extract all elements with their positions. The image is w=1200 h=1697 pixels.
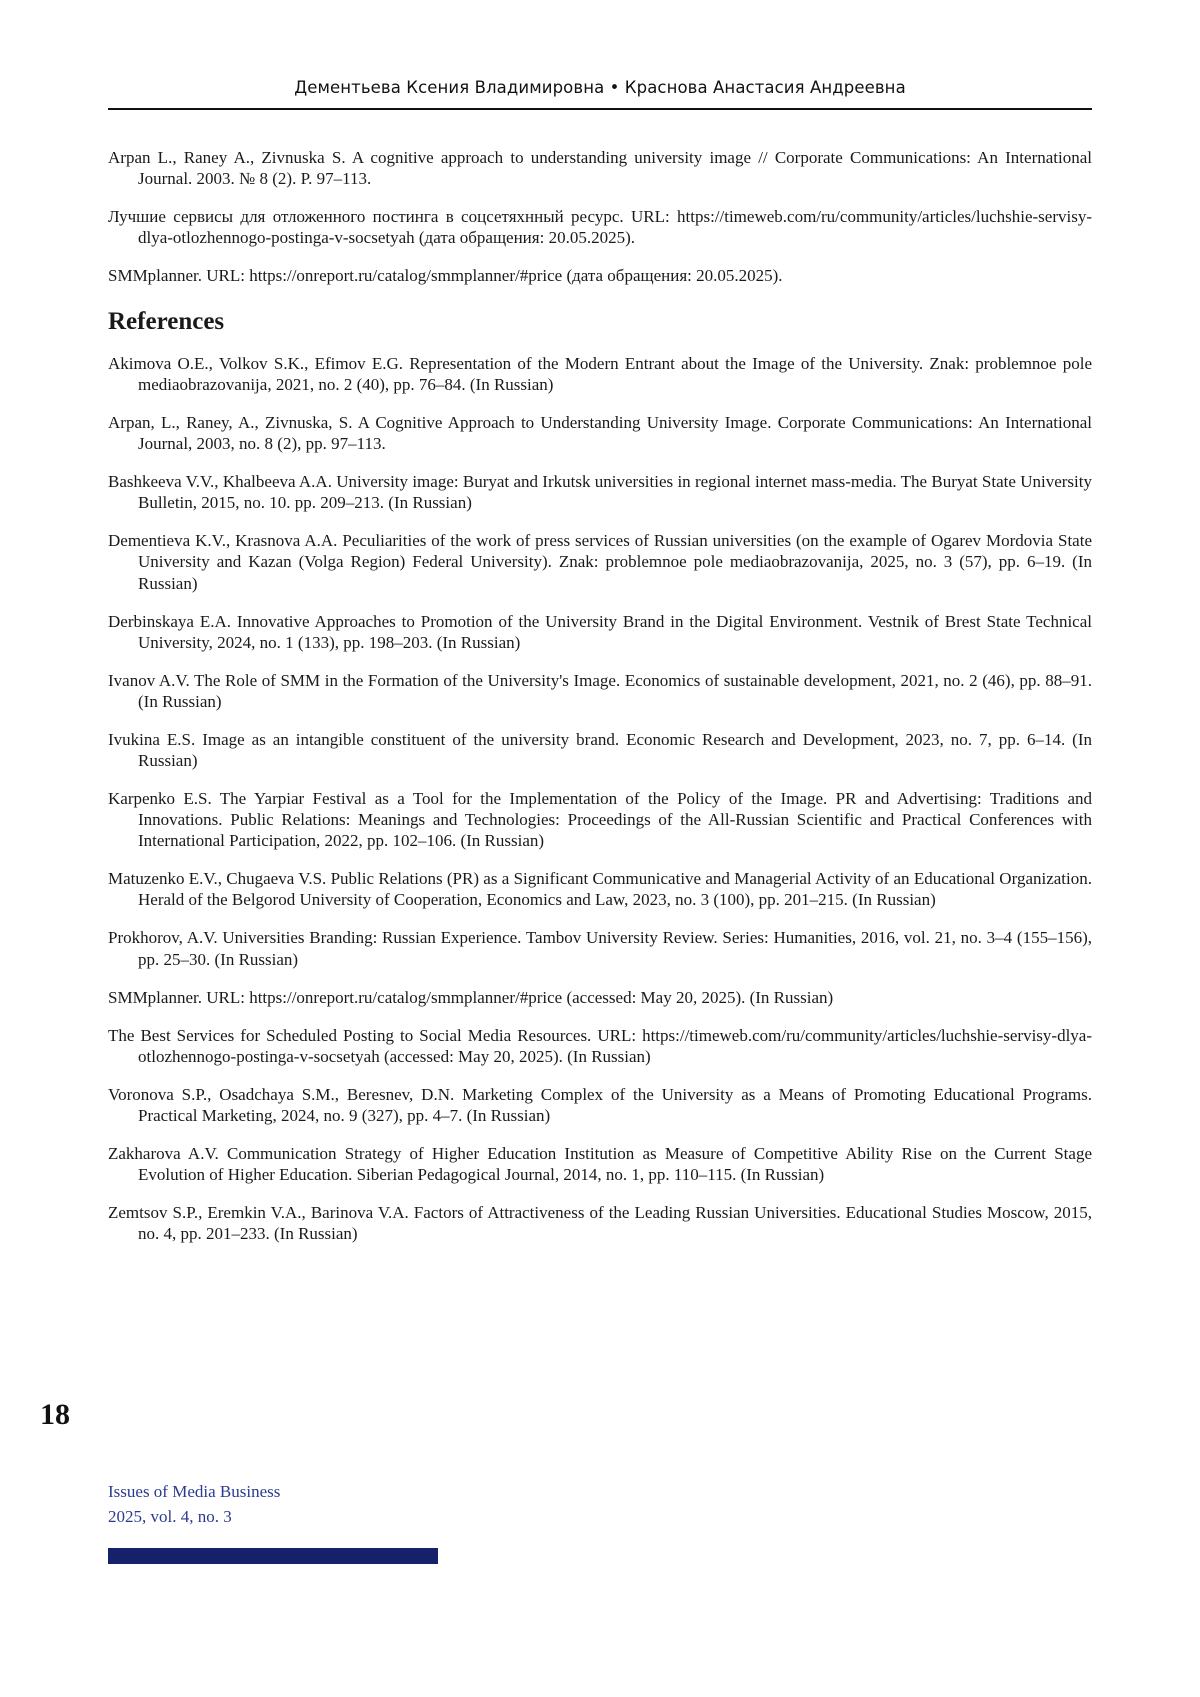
reference-item: Лучшие сервисы для отложенного постинга в соцсетяхнный ресурс. URL: https://timeweb.com/ru/community/articles/luchshie-servisy-dlya-otlozhennogo-postinga-v-socsetyah (дата обращения: 20.05.2025). [108,207,1092,248]
reference-item: Zakharova A.V. Communication Strategy of Higher Education Institution as Measure of Competitive Ability Rise on the Current Stage Evolution of Higher Education. Siberian Pedagogical Journal, 2014, no. 1, pp. 110–115. (In Russian) [108,1144,1092,1185]
section-heading-references: References [108,308,225,336]
journal-title: Issues of Media Business [108,1482,281,1501]
reference-item: Arpan, L., Raney, A., Zivnuska, S. A Cognitive Approach to Understanding University Image. Corporate Communications: An International Journal, 2003, no. 8 (2), pp. 97–113. [108,413,1092,454]
reference-item: Ivanov A.V. The Role of SMM in the Formation of the University's Image. Economics of sustainable development, 2021, no. 2 (46), pp. 88–91. (In Russian) [108,670,1092,711]
reference-item: Derbinskaya E.A. Innovative Approaches to Promotion of the University Brand in the Digital Environment. Vestnik of Brest State Technical University, 2024, no. 1 (133), pp. 198–203. (In Russian) [108,611,1092,652]
reference-item: SMMplanner. URL: https://onreport.ru/catalog/smmplanner/#price (accessed: May 20, 2025). (In Russian) [108,987,834,1007]
reference-item: Dementieva K.V., Krasnova A.A. Peculiarities of the work of press services of Russian universities (on the example of Ogarev Mordovia State University and Kazan (Volga Region) Federal University). Znak: problemnoe pole mediaobrazovanija, 2025, no. 3 (57), pp. 6–19. (In Russian) [108,531,1092,593]
footer-journal-info [108,1480,280,1529]
reference-item: Akimova O.E., Volkov S.K., Efimov E.G. Representation of the Modern Entrant about the Image of the University. Znak: problemnoe pole mediaobrazovanija, 2021, no. 2 (40), pp. 76–84. (In Russian) [108,353,1092,394]
reference-item: The Best Services for Scheduled Posting to Social Media Resources. URL: https://timeweb.com/ru/community/articles/luchshie-servisy-dlya-otlozhennogo-postinga-v-socsetyah (accessed: May 20, 2025). (In Russian) [108,1025,1092,1066]
reference-item: Arpan L., Raney A., Zivnuska S. A cognitive approach to understanding university image // Corporate Communications: An International Journal. 2003. № 8 (2). P. 97–113. [108,148,1092,189]
reference-list-english [108,353,1092,1244]
footer-accent-bar [108,1548,438,1564]
running-head: Дементьева Ксения Владимировна • Краснова Анастасия Андреевна [294,78,906,97]
journal-issue: 2025, vol. 4, no. 3 [108,1506,232,1526]
page-number: 18 [40,1398,70,1431]
reference-list-russian [108,147,1092,286]
reference-item: Ivukina E.S. Image as an intangible constituent of the university brand. Economic Research and Development, 2023, no. 7, pp. 6–14. (In Russian) [108,729,1092,770]
reference-item: Bashkeeva V.V., Khalbeeva A.A. University image: Buryat and Irkutsk universities in regional internet mass-media. The Buryat State University Bulletin, 2015, no. 10. pp. 209–213. (In Russian) [108,472,1092,513]
reference-item: Karpenko E.S. The Yarpiar Festival as a Tool for the Implementation of the Policy of the Image. PR and Advertising: Traditions and Innovations. Public Relations: Meanings and Technologies: Proceedings of the All-Russian Scientific and Practical Conferences with International Participation, 2022, pp. 102–106. (In Russian) [108,789,1092,851]
header-divider [108,108,1092,110]
reference-item: Voronova S.P., Osadchaya S.M., Beresnev, D.N. Marketing Complex of the University as a Means of Promoting Educational Programs. Practical Marketing, 2024, no. 9 (327), pp. 4–7. (In Russian) [108,1084,1092,1125]
reference-item: Zemtsov S.P., Eremkin V.A., Barinova V.A. Factors of Attractiveness of the Leading Russian Universities. Educational Studies Moscow, 2015, no. 4, pp. 201–233. (In Russian) [108,1203,1092,1244]
page-content [108,130,1092,1255]
reference-item: Matuzenko E.V., Chugaeva V.S. Public Relations (PR) as a Significant Communicative and Managerial Activity of an Educational Organization. Herald of the Belgorod University of Cooperation, Economics and Law, 2023, no. 3 (100), pp. 201–215. (In Russian) [108,869,1092,910]
reference-item: SMMplanner. URL: https://onreport.ru/catalog/smmplanner/#price (дата обращения: 20.05.2025). [108,266,783,286]
reference-item: Prokhorov, A.V. Universities Branding: Russian Experience. Tambov University Review. Series: Humanities, 2016, vol. 21, no. 3–4 (155–156), pp. 25–30. (In Russian) [108,928,1092,969]
